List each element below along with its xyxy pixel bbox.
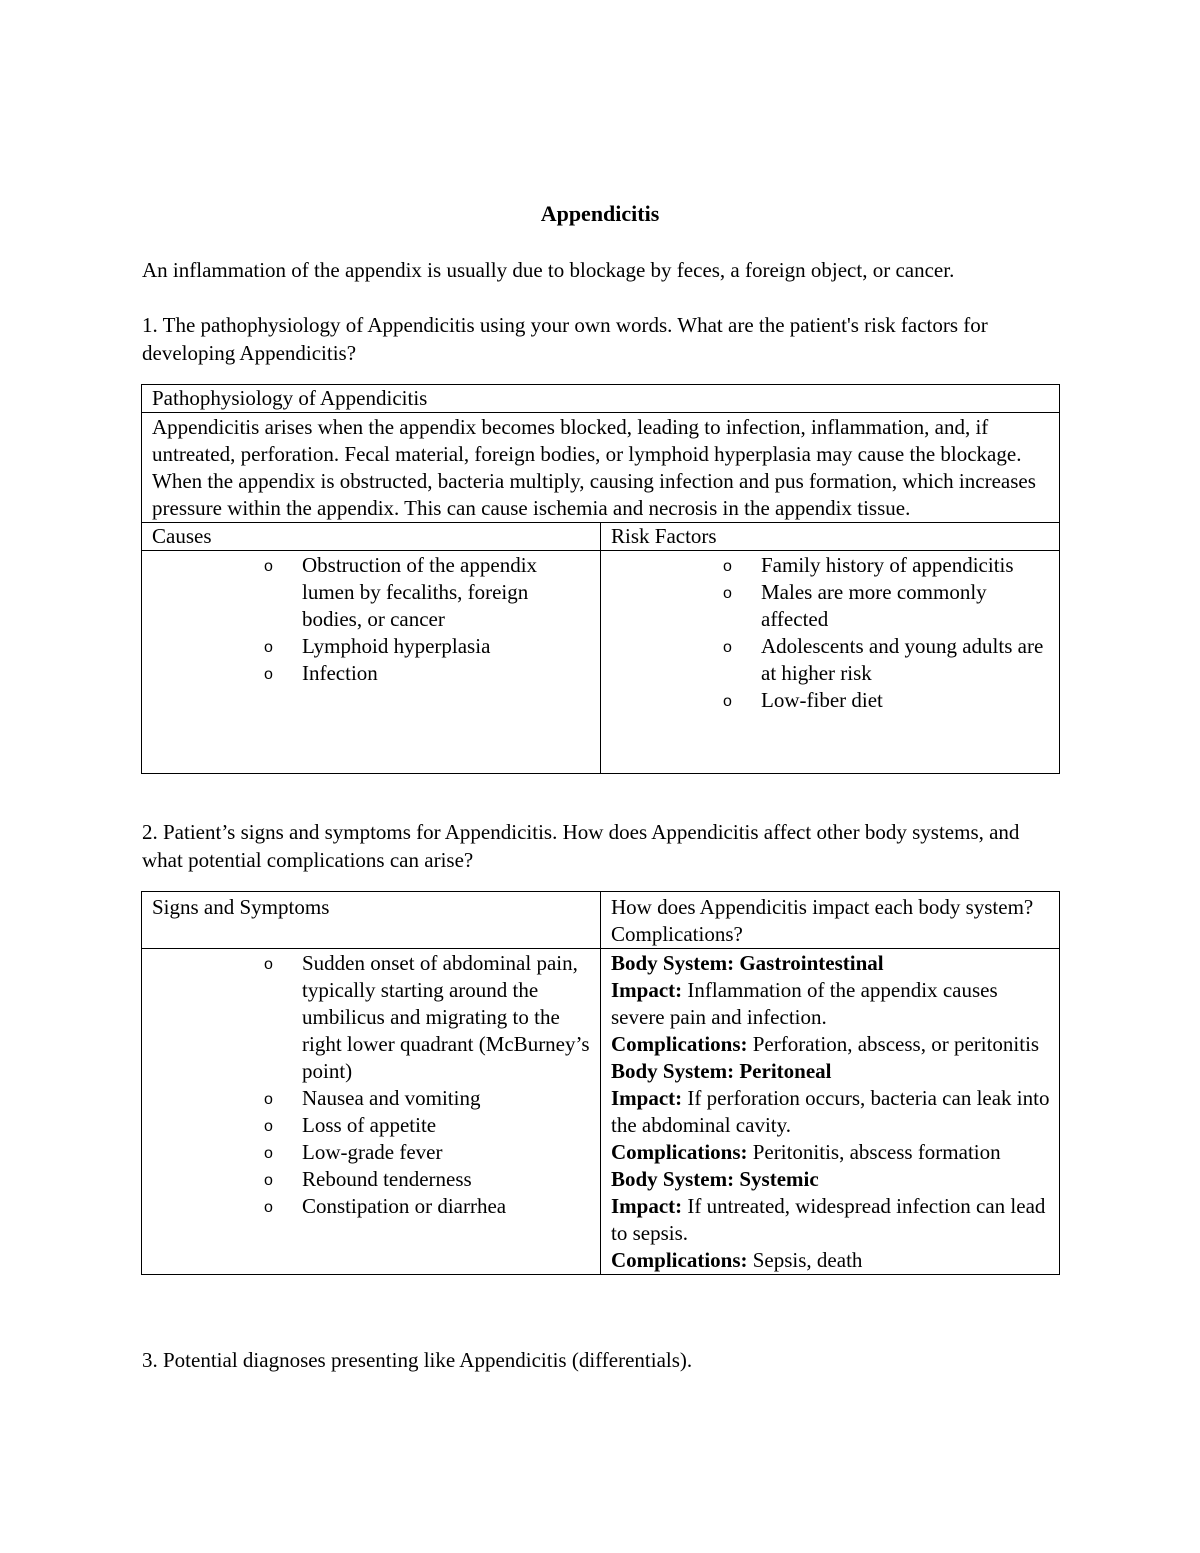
pathophysiology-header: Pathophysiology of Appendicitis — [142, 385, 1060, 413]
system-name: Gastrointestinal — [739, 951, 884, 975]
list-item: o Loss of appetite — [264, 1112, 590, 1139]
system-block-systemic: Body System: Systemic Impact: If untreated, widespread infection can lead to sepsis. Complications: Sepsis, death — [611, 1167, 1046, 1272]
list-item: o Obstruction of the appendix lumen by fecaliths, foreign bodies, or cancer — [264, 553, 538, 631]
system-impact: If perforation occurs, bacteria can leak into the abdominal cavity. — [611, 1086, 1050, 1137]
bullet-icon: o — [264, 1091, 273, 1108]
risk-factors-list — [611, 552, 1049, 714]
list-item: o Nausea and vomiting — [264, 1085, 590, 1112]
system-impact: Inflammation of the appendix causes severe pain and infection. — [611, 978, 998, 1029]
impact-header: How does Appendicitis impact each body system? Complications? — [601, 892, 1060, 949]
impact-cell — [601, 949, 1060, 1275]
bullet-icon: o — [723, 585, 732, 602]
signs-symptoms-header: Signs and Symptoms — [142, 892, 601, 949]
list-item: o Rebound tenderness — [264, 1166, 590, 1193]
system-block-gastrointestinal: Body System: Gastrointestinal Impact: Inflammation of the appendix causes severe pain and infection. Complications: Perforation, abscess, or peritonitis — [611, 951, 1040, 1056]
page-title: Appendicitis — [540, 201, 660, 226]
bullet-icon: o — [264, 1118, 273, 1135]
system-name: Systemic — [739, 1167, 819, 1191]
list-item: o Males are more commonly affected — [723, 580, 987, 631]
risk-factors-cell — [601, 551, 1060, 774]
system-complications: Peritonitis, abscess formation — [752, 1140, 1001, 1164]
list-item: o Sudden onset of abdominal pain, typically starting around the umbilicus and migrating to the right lower quadrant (McBurney’s point) — [264, 951, 590, 1083]
risk-factors-header: Risk Factors — [601, 523, 1060, 551]
intro-paragraph: An inflammation of the appendix is usually due to blockage by feces, a foreign object, or cancer. — [142, 258, 955, 282]
list-item: o Low-grade fever — [264, 1139, 590, 1166]
signs-list — [152, 950, 590, 1220]
question-1: 1. The pathophysiology of Appendicitis using your own words. What are the patient's risk factors for developing Appendicitis? — [142, 313, 988, 365]
list-item: o Low-fiber diet — [723, 687, 1049, 714]
pathophysiology-body: Appendicitis arises when the appendix becomes blocked, leading to infection, inflammation, and, if untreated, perforation. Fecal material, foreign bodies, or lymphoid hyperplasia may cause the blockage. When the appendix is obstructed, bacteria multiply, causing infection and pus formation, which increases pressure within the appendix. This can cause ischemia and necrosis in the appendix tissue. — [142, 413, 1060, 523]
list-item: o Infection — [264, 660, 590, 687]
system-block-peritoneal: Body System: Peritoneal Impact: If perforation occurs, bacteria can leak into the abdominal cavity. Complications: Peritonitis, abscess formation — [611, 1059, 1050, 1164]
signs-symptoms-table — [141, 891, 1060, 1275]
system-complications: Perforation, abscess, or peritonitis — [752, 1032, 1040, 1056]
bullet-icon: o — [723, 639, 732, 656]
list-item: o Adolescents and young adults are at higher risk — [723, 634, 1044, 685]
causes-list — [152, 552, 590, 687]
bullet-icon: o — [264, 956, 273, 973]
list-item: o Constipation or diarrhea — [264, 1193, 590, 1220]
question-2: 2. Patient’s signs and symptoms for Appendicitis. How does Appendicitis affect other body systems, and what potential complications can arise? — [142, 820, 1020, 872]
system-complications: Sepsis, death — [752, 1248, 863, 1272]
bullet-icon: o — [264, 666, 273, 683]
system-impact: If untreated, widespread infection can lead to sepsis. — [611, 1194, 1046, 1245]
pathophysiology-table — [141, 384, 1060, 774]
list-item: o Lymphoid hyperplasia — [264, 633, 590, 660]
bullet-icon: o — [723, 558, 732, 575]
bullet-icon: o — [264, 639, 273, 656]
bullet-icon: o — [264, 558, 273, 575]
bullet-icon: o — [264, 1172, 273, 1189]
question-3: 3. Potential diagnoses presenting like Appendicitis (differentials). — [142, 1348, 693, 1372]
system-name: Peritoneal — [739, 1059, 832, 1083]
bullet-icon: o — [723, 693, 732, 710]
causes-header: Causes — [142, 523, 601, 551]
bullet-icon: o — [264, 1199, 273, 1216]
bullet-icon: o — [264, 1145, 273, 1162]
list-item: o Family history of appendicitis — [723, 552, 1049, 579]
signs-cell — [142, 949, 601, 1275]
causes-cell — [142, 551, 601, 774]
